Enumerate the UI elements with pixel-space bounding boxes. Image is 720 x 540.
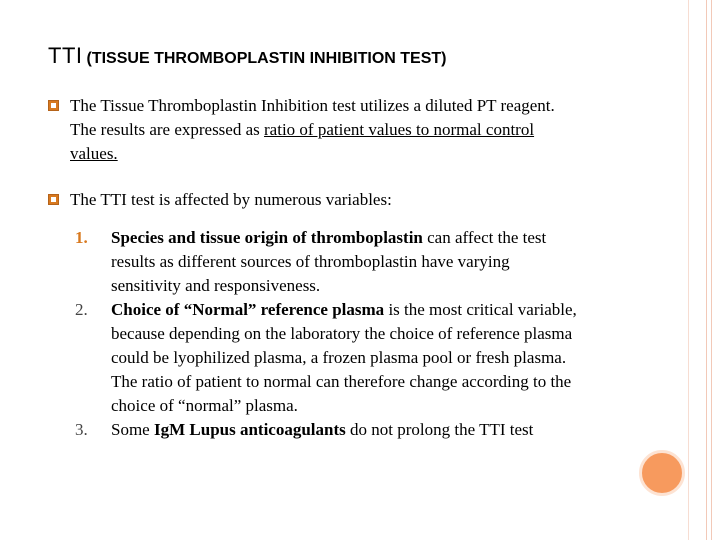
bullet-line bbox=[70, 118, 670, 142]
bullet-underlined-text: ratio of patient values to normal control bbox=[264, 120, 535, 139]
decorative-border-line bbox=[706, 0, 707, 540]
list-item bbox=[72, 226, 692, 298]
list-item-text: choice of “normal” plasma. bbox=[111, 396, 298, 415]
list-item bbox=[72, 418, 692, 442]
list-item-text: do not prolong the TTI test bbox=[345, 420, 534, 439]
list-item-text: is the most critical variable, bbox=[384, 300, 577, 319]
list-item-text: can affect the test bbox=[422, 228, 547, 247]
list-item-text: Some bbox=[111, 420, 154, 439]
decorative-circle bbox=[639, 450, 685, 496]
list-item-bold: Choice of “Normal” reference plasma bbox=[111, 300, 385, 319]
list-item bbox=[72, 298, 692, 418]
square-bullet-icon bbox=[48, 194, 59, 205]
bullet-line: The Tissue Thromboplastin Inhibition test utilizes a diluted PT reagent. bbox=[70, 96, 555, 115]
slide-title bbox=[48, 43, 447, 69]
title-subtitle: (TISSUE THROMBOPLASTIN INHIBITION TEST) bbox=[86, 50, 447, 67]
bullet-text: The results are expressed as bbox=[70, 120, 265, 139]
bullet-line: The TTI test is affected by numerous variables: bbox=[70, 190, 392, 209]
list-item-text: results as different sources of thromboplastin have varying bbox=[111, 252, 510, 271]
title-main: TTI bbox=[48, 43, 83, 68]
numbered-list bbox=[72, 226, 692, 442]
list-number: 1. bbox=[75, 228, 88, 247]
square-bullet-icon bbox=[48, 100, 59, 111]
bullet-underlined-text: values. bbox=[70, 144, 118, 163]
list-item-bold: IgM Lupus anticoagulants bbox=[153, 420, 346, 439]
decorative-border-line bbox=[711, 0, 712, 540]
list-number: 2. bbox=[75, 300, 88, 319]
list-number: 3. bbox=[75, 420, 88, 439]
list-item-text: could be lyophilized plasma, a frozen plasma pool or fresh plasma. bbox=[111, 348, 567, 367]
list-item-text: sensitivity and responsiveness. bbox=[111, 276, 321, 295]
list-item-text: The ratio of patient to normal can therefore change according to the bbox=[111, 372, 572, 391]
list-item-bold: Species and tissue origin of thromboplastin bbox=[111, 228, 423, 247]
list-item-text: because depending on the laboratory the choice of reference plasma bbox=[111, 324, 573, 343]
